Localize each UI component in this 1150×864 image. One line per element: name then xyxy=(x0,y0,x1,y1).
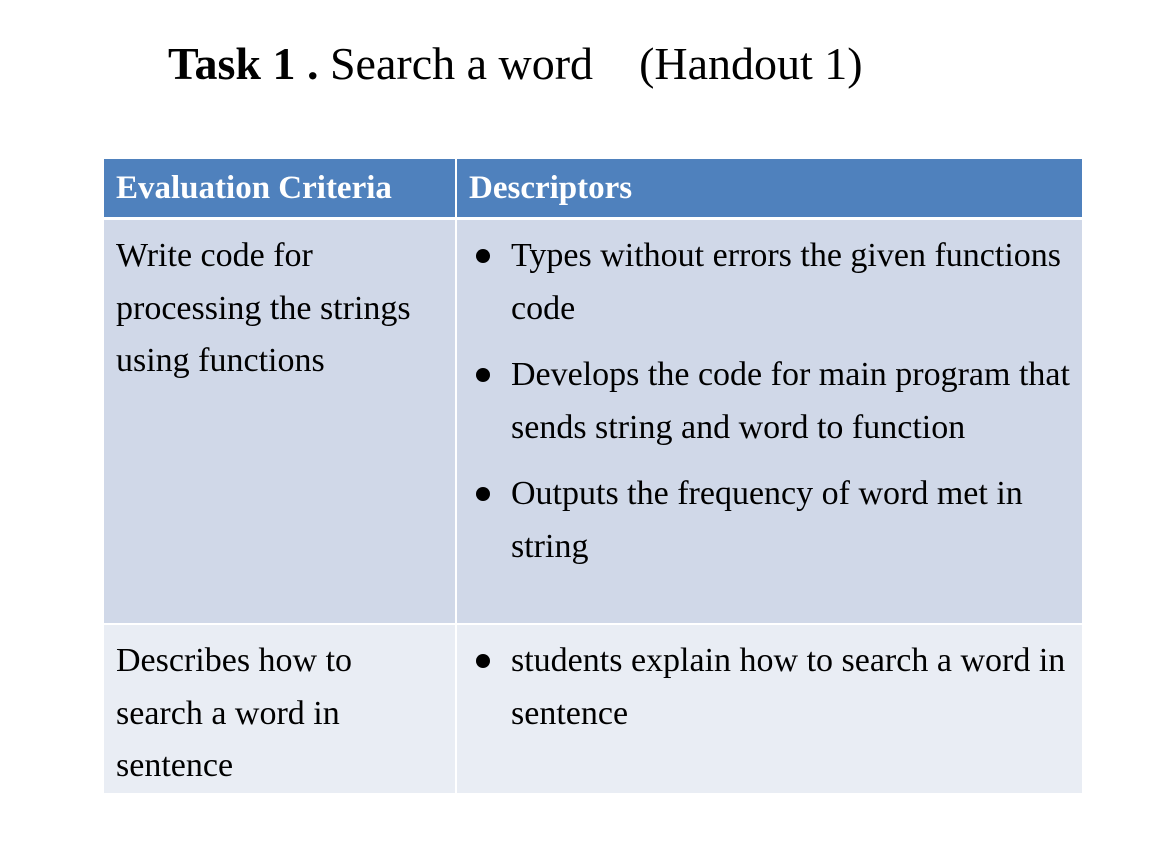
table-row xyxy=(104,219,1082,625)
descriptor-item xyxy=(471,349,1072,454)
descriptor-text: Types without errors the given functions code xyxy=(511,237,1062,327)
descriptor-item xyxy=(471,468,1072,573)
bullet-icon xyxy=(476,654,490,668)
bullet-icon xyxy=(476,249,490,263)
descriptor-text: students explain how to search a word in sentence xyxy=(511,642,1066,732)
evaluation-table xyxy=(104,159,1082,795)
descriptor-list xyxy=(471,230,1072,573)
criteria-cell: Write code for processing the strings using functions xyxy=(104,219,456,625)
table-row xyxy=(104,624,1082,794)
title-task-name: Search a word xyxy=(329,38,594,89)
header-descriptors: Descriptors xyxy=(456,159,1082,219)
descriptor-text: Develops the code for main program that sends string and word to function xyxy=(511,356,1070,446)
descriptors-cell xyxy=(456,219,1082,625)
bullet-icon xyxy=(476,368,490,382)
title-handout: (Handout 1) xyxy=(639,38,863,89)
bullet-icon xyxy=(476,487,490,501)
slide-title xyxy=(168,34,863,94)
descriptors-cell xyxy=(456,624,1082,794)
descriptor-text: Outputs the frequency of word met in string xyxy=(511,475,1023,565)
descriptor-list xyxy=(471,635,1072,740)
criteria-cell: Describes how to search a word in sentence xyxy=(104,624,456,794)
table-header-row xyxy=(104,159,1082,219)
descriptor-item xyxy=(471,635,1072,740)
title-task-number: Task 1 . xyxy=(168,38,319,89)
descriptor-item xyxy=(471,230,1072,335)
header-evaluation-criteria: Evaluation Criteria xyxy=(104,159,456,219)
